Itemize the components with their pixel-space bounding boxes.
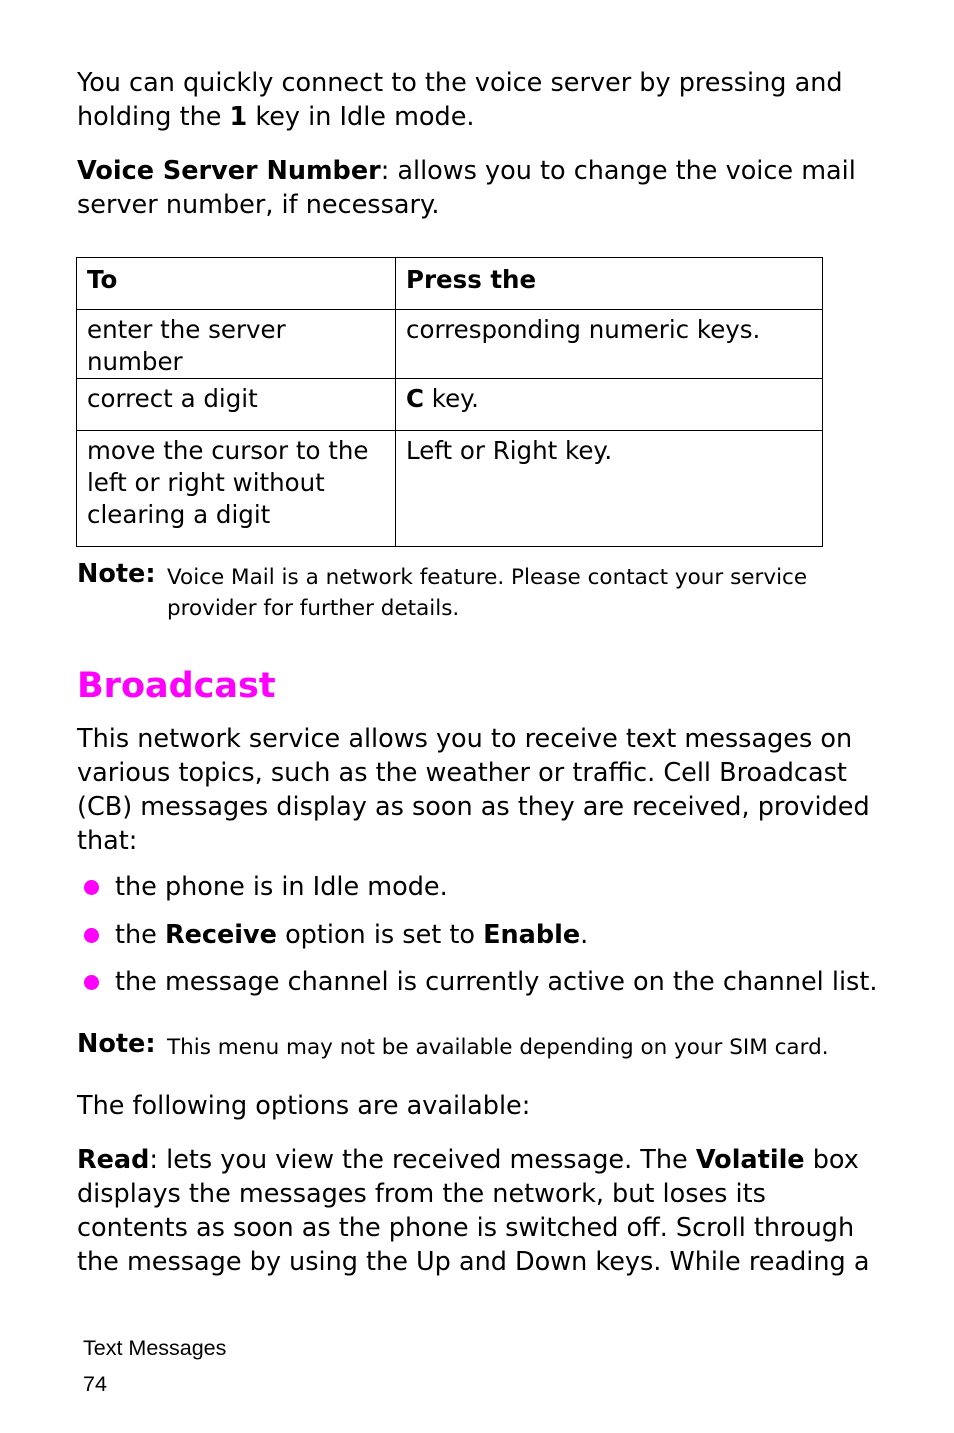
table-header-row <box>77 258 823 310</box>
volatile-label: Volatile <box>695 1145 805 1175</box>
voice-server-number-label: Voice Server Number <box>77 156 381 186</box>
section-heading-broadcast: Broadcast <box>77 666 276 706</box>
key-1: 1 <box>229 102 248 132</box>
table-row <box>77 310 823 379</box>
table-cell: enter the server number <box>77 310 396 379</box>
intro-paragraph: You can quickly connect to the voice server by pressing and holding the 1 key in Idle mode. <box>77 68 843 132</box>
table-cell: move the cursor to the left or right without clearing a digit <box>77 431 396 547</box>
table-cell: correct a digit <box>77 379 396 431</box>
options-intro: The following options are available: <box>77 1091 531 1121</box>
table-cell: C key. <box>396 379 823 431</box>
note-label: Note: <box>77 559 156 589</box>
note-text: This menu may not be available depending on your SIM card. <box>167 1035 829 1060</box>
table-header-to: To <box>77 258 396 310</box>
footer-section-title: Text Messages <box>83 1336 227 1360</box>
key-table <box>76 257 823 547</box>
bullet-dot-icon <box>84 975 99 990</box>
voice-server-number-paragraph: Voice Server Number: allows you to change the voice mail server number, if necessary. <box>77 156 856 220</box>
read-paragraph: Read: lets you view the received message. The Volatile box displays the messages from the network, but loses its contents as soon as the phone is switched off. Scroll through the message by using the Up and Down keys. While reading a <box>77 1145 870 1277</box>
bullet-dot-icon <box>84 880 99 895</box>
table-row <box>77 379 823 431</box>
note-label: Note: <box>77 1029 156 1059</box>
broadcast-intro: This network service allows you to receive text messages on various topics, such as the weather or traffic. Cell Broadcast (CB) messages display as soon as they are received, provided that: <box>77 724 870 856</box>
bullet-dot-icon <box>84 928 99 943</box>
table-cell: corresponding numeric keys. <box>396 310 823 379</box>
table-row <box>77 431 823 547</box>
note-text: Voice Mail is a network feature. Please contact your service provider for further details. <box>167 565 808 621</box>
table-header-press: Press the <box>396 258 823 310</box>
page-number: 74 <box>83 1372 107 1396</box>
read-label: Read <box>77 1145 150 1175</box>
table-cell: Left or Right key. <box>396 431 823 547</box>
